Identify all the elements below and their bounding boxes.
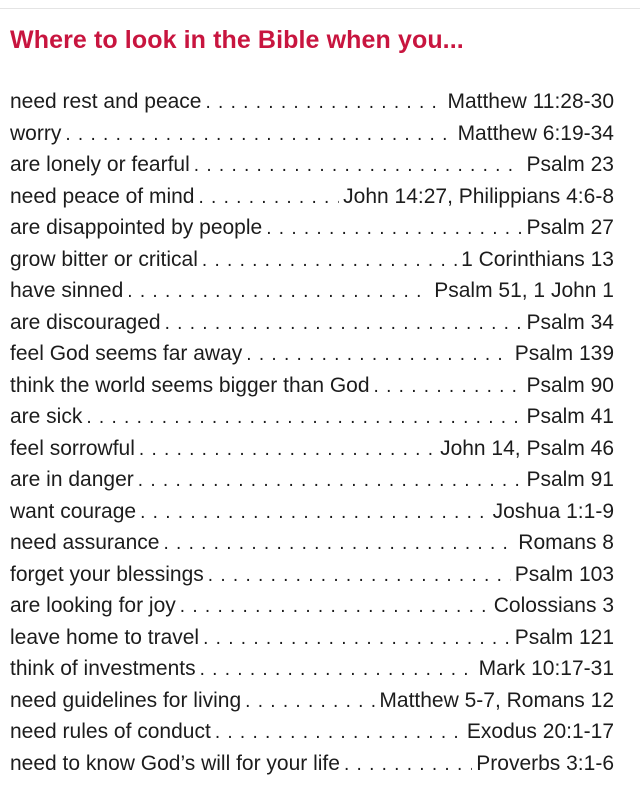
situation-text: are disappointed by people bbox=[10, 216, 263, 239]
scripture-reference: Romans 8 bbox=[518, 531, 614, 554]
situation-text: think of investments bbox=[10, 657, 196, 680]
list-item bbox=[10, 752, 614, 784]
scripture-reference: 1 Corinthians 13 bbox=[461, 247, 614, 271]
scripture-reference: Joshua 1:1-9 bbox=[492, 499, 614, 523]
list-item bbox=[10, 216, 614, 248]
dot-leader bbox=[266, 219, 522, 240]
dot-leader bbox=[165, 314, 523, 335]
list-item bbox=[10, 500, 614, 532]
situation-text: grow bitter or critical bbox=[10, 247, 198, 271]
scripture-reference: Psalm 23 bbox=[526, 153, 614, 176]
dot-leader bbox=[140, 503, 488, 524]
list-item bbox=[10, 122, 614, 154]
dot-leader bbox=[374, 377, 523, 398]
situation-text: feel God seems far away bbox=[10, 342, 243, 365]
list-item bbox=[10, 153, 614, 185]
dot-leader bbox=[203, 629, 511, 650]
situation-text: need peace of mind bbox=[10, 184, 195, 208]
situation-text: are lonely or fearful bbox=[10, 153, 190, 176]
dot-leader bbox=[202, 251, 457, 272]
scripture-reference: Psalm 121 bbox=[514, 625, 614, 649]
situation-text: have sinned bbox=[10, 279, 124, 302]
scripture-reference: Matthew 11:28-30 bbox=[447, 90, 614, 113]
scripture-reference: Matthew 6:19-34 bbox=[457, 121, 614, 145]
situation-text: worry bbox=[10, 121, 62, 145]
list-item bbox=[10, 311, 614, 343]
list-item bbox=[10, 279, 614, 311]
scripture-reference: Psalm 27 bbox=[526, 216, 614, 239]
dot-leader bbox=[139, 440, 436, 461]
dot-leader bbox=[127, 282, 430, 303]
dot-leader bbox=[86, 408, 522, 429]
situation-text: are sick bbox=[10, 405, 83, 428]
dot-leader bbox=[163, 534, 514, 555]
scripture-reference: Psalm 91 bbox=[526, 468, 614, 491]
situation-text: are looking for joy bbox=[10, 594, 176, 617]
list-item bbox=[10, 468, 614, 500]
reference-list bbox=[10, 90, 614, 783]
scripture-reference: Proverbs 3:1-6 bbox=[476, 751, 614, 775]
list-item bbox=[10, 594, 614, 626]
situation-text: need guidelines for living bbox=[10, 688, 242, 712]
dot-leader bbox=[180, 597, 490, 618]
dot-leader bbox=[344, 755, 472, 776]
list-item bbox=[10, 657, 614, 689]
situation-text: leave home to travel bbox=[10, 625, 200, 649]
list-item bbox=[10, 90, 614, 122]
dot-leader bbox=[65, 125, 453, 146]
situation-text: need rules of conduct bbox=[10, 720, 211, 743]
list-item bbox=[10, 563, 614, 595]
scripture-reference: Matthew 5-7, Romans 12 bbox=[379, 688, 614, 712]
scripture-reference: Psalm 51, 1 John 1 bbox=[434, 279, 614, 302]
dot-leader bbox=[246, 345, 511, 366]
scripture-reference: John 14, Psalm 46 bbox=[440, 436, 614, 460]
page-title: Where to look in the Bible when you... bbox=[10, 26, 464, 54]
list-item bbox=[10, 689, 614, 721]
scripture-reference: Exodus 20:1-17 bbox=[466, 720, 614, 743]
scripture-reference: Psalm 139 bbox=[514, 342, 614, 365]
list-item bbox=[10, 626, 614, 658]
list-item bbox=[10, 405, 614, 437]
situation-text: forget your blessings bbox=[10, 562, 204, 586]
scripture-reference: Psalm 41 bbox=[526, 405, 614, 428]
dot-leader bbox=[138, 471, 523, 492]
top-divider bbox=[0, 8, 640, 9]
dot-leader bbox=[215, 723, 463, 744]
situation-text: are discouraged bbox=[10, 310, 161, 334]
scripture-reference: Mark 10:17-31 bbox=[478, 657, 614, 680]
list-item bbox=[10, 342, 614, 374]
situation-text: think the world seems bigger than God bbox=[10, 373, 370, 397]
list-item bbox=[10, 531, 614, 563]
dot-leader bbox=[245, 692, 375, 713]
dot-leader bbox=[198, 188, 339, 209]
situation-text: are in danger bbox=[10, 468, 134, 491]
list-item bbox=[10, 437, 614, 469]
dot-leader bbox=[194, 156, 523, 177]
situation-text: need to know God’s will for your life bbox=[10, 751, 340, 775]
list-item bbox=[10, 720, 614, 752]
situation-text: need rest and peace bbox=[10, 90, 202, 113]
dot-leader bbox=[200, 660, 475, 681]
list-item bbox=[10, 374, 614, 406]
dot-leader bbox=[205, 93, 443, 114]
scripture-reference: John 14:27, Philippians 4:6-8 bbox=[343, 184, 614, 208]
scripture-reference: Colossians 3 bbox=[493, 594, 614, 617]
situation-text: need assurance bbox=[10, 531, 160, 554]
scripture-reference: Psalm 103 bbox=[514, 562, 614, 586]
dot-leader bbox=[208, 566, 511, 587]
scripture-reference: Psalm 90 bbox=[526, 373, 614, 397]
scripture-reference: Psalm 34 bbox=[526, 310, 614, 334]
list-item bbox=[10, 185, 614, 217]
list-item bbox=[10, 248, 614, 280]
situation-text: want courage bbox=[10, 499, 137, 523]
situation-text: feel sorrowful bbox=[10, 436, 135, 460]
